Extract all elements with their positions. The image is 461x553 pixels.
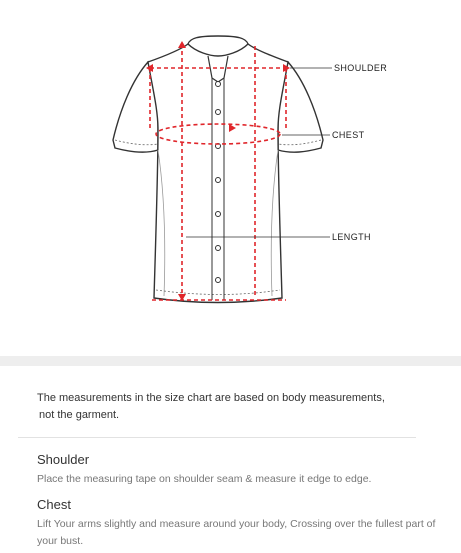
button xyxy=(216,212,221,217)
shoulder-description: Place the measuring tape on shoulder seam & measure it edge to edge. xyxy=(37,473,372,485)
chest-heading: Chest xyxy=(37,497,71,512)
chest-label: CHEST xyxy=(332,130,365,140)
button xyxy=(216,110,221,115)
size-chart-note-line2: not the garment. xyxy=(39,409,120,421)
size-chart-note xyxy=(37,390,437,424)
shoulder-heading: Shoulder xyxy=(37,452,90,467)
length-arrow-top xyxy=(178,41,186,48)
button xyxy=(216,82,221,87)
chest-description: Lift Your arms slightly and measure around your body, Crossing over the fullest part of your bust. xyxy=(37,518,436,547)
section-divider xyxy=(0,356,461,366)
button xyxy=(216,178,221,183)
size-chart-note-line1: The measurements in the size chart are based on body measurements, xyxy=(37,392,385,404)
chest-section xyxy=(37,497,437,550)
shoulder-section xyxy=(37,452,437,488)
button xyxy=(216,246,221,251)
length-label: LENGTH xyxy=(332,232,371,242)
button xyxy=(216,278,221,283)
horizontal-rule xyxy=(18,437,416,438)
shoulder-label: SHOULDER xyxy=(334,63,388,73)
